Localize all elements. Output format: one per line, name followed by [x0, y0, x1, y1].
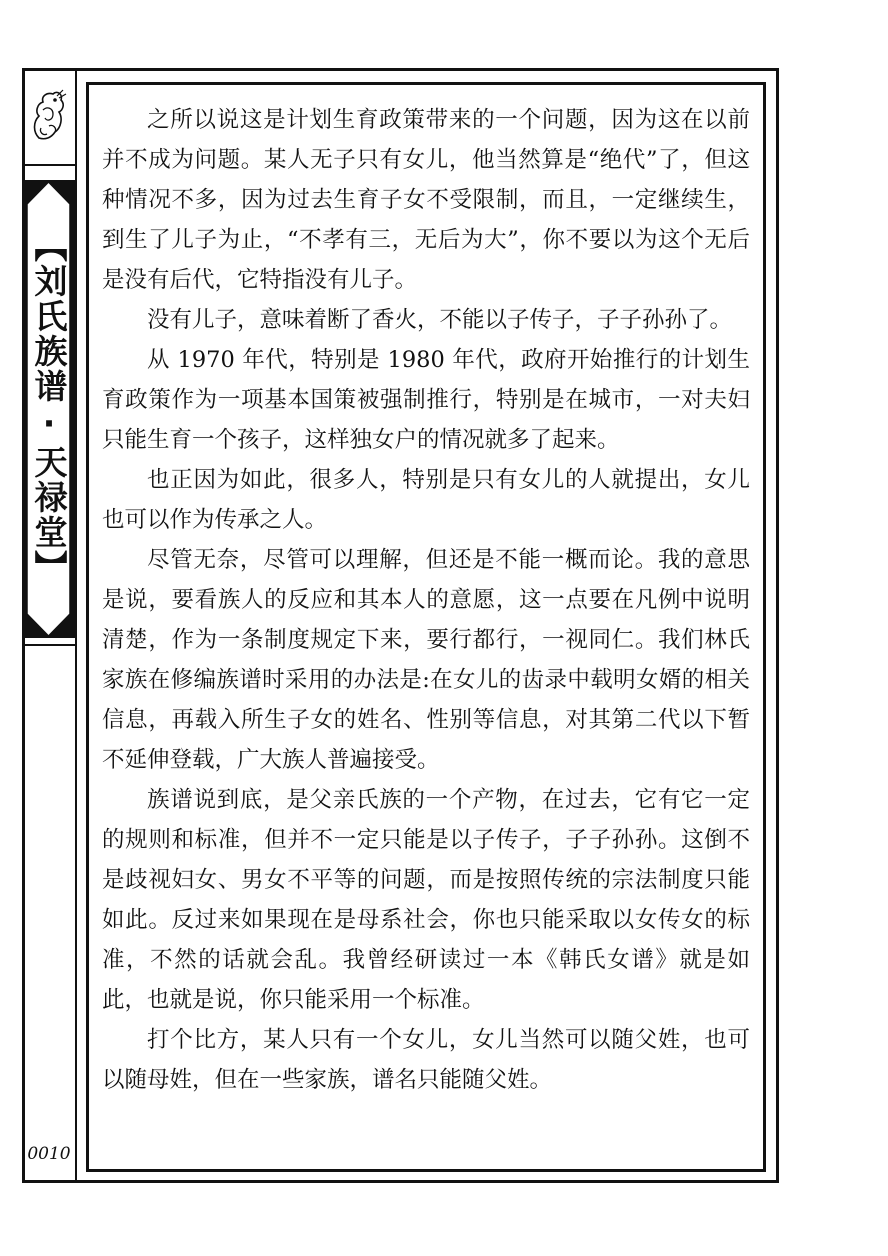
paragraph: 从 1970 年代，特别是 1980 年代，政府开始推行的计划生育政策作为一项基本国策被强制推行，特别是在城市，一对夫妇只能生育一个孩子，这样独女户的情况就多了起来。	[102, 347, 750, 453]
page-number: 0010	[27, 1144, 71, 1164]
paragraph: 没有儿子，意味着断了香火，不能以子传子，子子孙孙了。	[147, 307, 733, 333]
paragraph: 打个比方，某人只有一个女儿，女儿当然可以随父姓，也可以随母姓，但在一些家族，谱名只能随父姓。	[102, 1027, 750, 1093]
paragraph: 尽管无奈，尽管可以理解，但还是不能一概而论。我的意思是说，要看族人的反应和其本人的意愿，这一点要在凡例中说明清楚，作为一条制度规定下来，要行都行，一视同仁。我们林氏家族在修编族谱时采用的办法是:在女儿的齿录中载明女婿的相关信息，再载入所生子女的姓名、性别等信息，对其第二代以下暂不延伸登载，广大族人普遍接受。	[102, 547, 750, 773]
sidebar-top-rule	[22, 164, 75, 166]
paragraph: 之所以说这是计划生育政策带来的一个问题，因为这在以前并不成为问题。某人无子只有女儿，他当然算是“绝代”了，但这种情况不多，因为过去生育子女不受限制，而且，一定继续生，到生了儿子为止，“不孝有三，无后为大”，你不要以为这个无后是没有后代，它特指没有儿子。	[102, 107, 750, 293]
sidebar-title: 【刘氏族谱·天禄堂】	[29, 229, 69, 585]
sidebar	[22, 68, 77, 1183]
paragraph: 族谱说到底，是父亲氏族的一个产物，在过去，它有它一定的规则和标准，但并不一定只能是以子传子，子子孙孙。这倒不是歧视妇女、男女不平等的问题，而是按照传统的宗法制度只能如此。反过来如果现在是母系社会，你也只能采取以女传女的标准，不然的话就会乱。我曾经研读过一本《韩氏女谱》就是如此，也就是说，你只能采用一个标准。	[102, 787, 750, 1013]
paragraph: 也正因为如此，很多人，特别是只有女儿的人就提出，女儿也可以作为传承之人。	[102, 467, 750, 533]
article-body	[102, 100, 750, 1100]
dragon-emblem-icon	[29, 88, 67, 144]
sidebar-bottom-rule	[22, 644, 75, 646]
sidebar-title-band	[22, 180, 75, 638]
